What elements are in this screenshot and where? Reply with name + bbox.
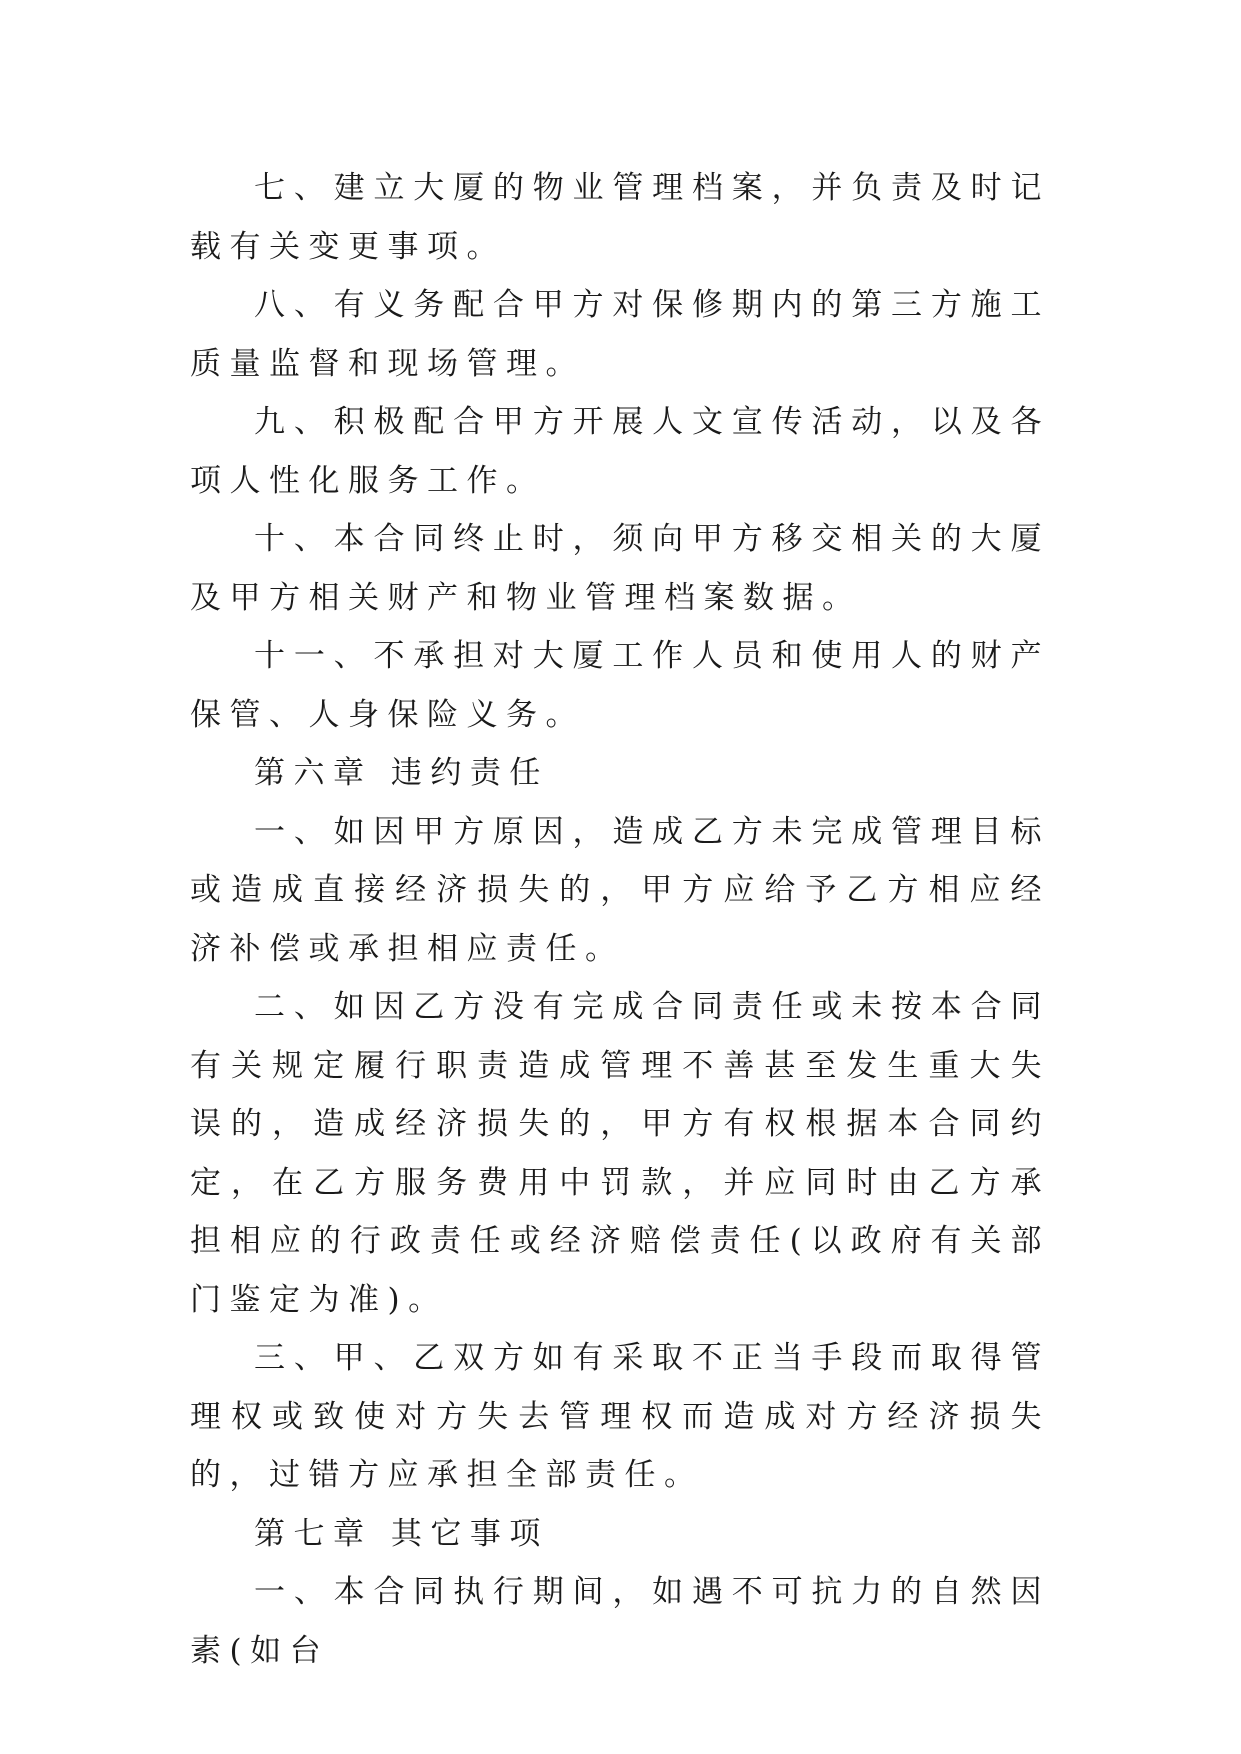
document-body xyxy=(190,159,1050,1680)
chapter-seven-heading: 第七章 其它事项 xyxy=(254,1515,549,1552)
breach-clause-two: 二、如因乙方没有完成合同责任或未按本合同有关规定履行职责造成管理不善甚至发生重大失误的，造成经济损失的，甲方有权根据本合同约定，在乙方服务费用中罚款，并应同时由乙方承担相应的行政责任或经济赔偿责任(以政府有关部门鉴定为准)。 xyxy=(190,989,1050,1318)
clause-nine: 九、积极配合甲方开展人文宣传活动，以及各项人性化服务工作。 xyxy=(190,404,1050,499)
chapter-six-heading: 第六章 违约责任 xyxy=(254,755,549,791)
clause-eleven: 十一、不承担对大厦工作人员和使用人的财产保管、人身保险义务。 xyxy=(190,638,1050,733)
clause-ten: 十、本合同终止时，须向甲方移交相关的大厦及甲方相关财产和物业管理档案数据。 xyxy=(190,521,1050,616)
other-matters-clause-one: 一、本合同执行期间，如遇不可抗力的自然因素(如台 xyxy=(190,1574,1050,1669)
clause-seven: 七、建立大厦的物业管理档案，并负责及时记载有关变更事项。 xyxy=(190,170,1050,265)
breach-clause-one: 一、如因甲方原因，造成乙方未完成管理目标或造成直接经济损失的，甲方应给予乙方相应经济补偿或承担相应责任。 xyxy=(190,813,1050,967)
clause-eight: 八、有义务配合甲方对保修期内的第三方施工质量监督和现场管理。 xyxy=(190,287,1050,382)
breach-clause-three: 三、甲、乙双方如有采取不正当手段而取得管理权或致使对方失去管理权而造成对方经济损失的，过错方应承担全部责任。 xyxy=(190,1340,1050,1493)
